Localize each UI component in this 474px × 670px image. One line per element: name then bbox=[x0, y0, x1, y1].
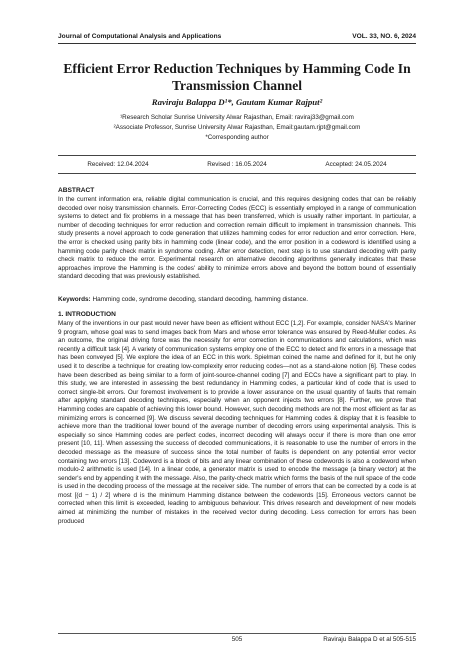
received-date: Received: 12.04.2024 bbox=[87, 161, 149, 168]
intro-heading: 1. INTRODUCTION bbox=[58, 311, 116, 318]
keywords-label: Keywords: bbox=[58, 296, 91, 303]
dates-bar bbox=[58, 155, 416, 174]
abstract-text: In the current information era, reliable digital communication is crucial, and this requires designing codes that can be reliably decoded over noisy transmission channels. Error-Correcting Codes (ECC) is essentially employed in a range of communication systems to detect and fix problems in a message that has been transferred, which is usually rather important. In particular, a number of decoding techniques for error reduction and correction remain difficult to implement in transmission channels. This study presents a novel approach to code generation that utilizes hamming codes for error reduction and error correction. Here, the error is checked using parity bits in hamming code (linear code), and the error position in a codeword is identified using a hamming code parity check matrix in syndrome coding. After error detection, next step is to use standard decoding with parity check matrix to reduce the error. Experimental research on alternative decoding algorithms generally indicates that these approaches improve the Hamming is the codes' ability to minimize errors above and beyond the bottom bound of essentially standard decoding that was previously established. bbox=[58, 196, 416, 281]
abstract-heading: ABSTRACT bbox=[58, 187, 95, 194]
keywords-text: Hamming code, syndrome decoding, standard decoding, hamming distance. bbox=[92, 296, 309, 303]
page-number: 505 bbox=[231, 636, 243, 643]
footer-rule bbox=[58, 633, 416, 634]
issue-info: VOL. 33, NO. 6, 2024 bbox=[352, 33, 416, 40]
running-footer: Raviraju Balappa D et al 505-515 bbox=[323, 636, 416, 643]
keywords bbox=[58, 296, 416, 303]
header-rule bbox=[58, 43, 416, 44]
intro-text: Many of the inventions in our past would never have been as efficient without ECC [1,2]. For example, consider NASA's Mariner 9 program, whose goal was to send images back from Mars and whose error tolerance was ensured by Reed-Muller codes. As an outcome, the original driving force was the necessity for error correction in communications and calculations, which was recently a difficult task [4]. A variety of communication systems employ one of the ECC to detect and fix errors in a message that has been conveyed [5]. We explore the idea of an ECC in this work. Spielman coined the name and defined for it, but he only used it to describe a technique for creating low-complexity error reducing codes—not as a stand-alone notion [6]. These codes have been described as being similar to a form of joint-source-channel coding [7] and ECCs have a significant part to play. In this study, we are interested in assessing the best redundancy in Hamming codes, a particular kind of code that is used to correct single-bit errors. Our foremost involvement is to provide a lower assurance on the usual quantity of faults that remain after applying standard decoding techniques, especially when an opponent injects two errors [8]. Further, we prove that Hamming codes are capable of achieving this lower bound. However, such decoding methods are not the most efficient as far as minimizing errors is concerned [9]. We discuss several decoding techniques for Hamming codes & display that it is feasible to achieve more than the traditional lower bound of the average number of decoding errors using experimental analysis. This is especially so since Hamming codes are perfect codes, incorrect decoding will always occur if there is more than one error present [10, 11]. When assessing the success of decoded communications, it is reasonable to use the number of errors in the decoded message as the measure of success since the total number of faults is dependent on any potential error vector containing two errors [13]. Codeword is a block of bits and any linear combination of these codewords is also a codeword when modulo-2 arithmetic is used [14]. In a linear code, a generator matrix is used to encode the message (a binary vector) at the sender's end by appending it with the message. Also, the parity-check matrix which forms the basis of the null space of the code is used in the decoding process of the message at the receiver side. The number of errors that can be corrected by a code is at most [(d − 1) / 2] where d is the minimum Hamming distance between the codewords [15]. Erroneous vectors cannot be corrected when this limit is exceeded, leading to ambiguous behaviour. This drives research and development of new models aimed at minimizing the number of mistakes in the received vector during decoding. Less correction for errors has been produced bbox=[58, 320, 416, 525]
journal-name: Journal of Computational Analysis and Applications bbox=[58, 33, 222, 40]
affiliation-1: ¹Research Scholar Sunrise University Alwar Rajasthan, Email: raviraj33@gmail.com bbox=[120, 114, 354, 121]
paper-title: Efficient Error Reduction Techniques by Hamming Code In Transmission Channel bbox=[63, 61, 411, 93]
corresponding-author-note: *Corresponding author bbox=[205, 134, 269, 141]
accepted-date: Accepted: 24.05.2024 bbox=[325, 161, 387, 168]
affiliation-2: ²Associate Professor, Sunrise University Alwar Rajasthan, Email:gautam.rjpt@gmail.com bbox=[113, 124, 361, 131]
revised-date: Revised : 16.05.2024 bbox=[207, 161, 267, 168]
author-list: Raviraju Balappa D¹*, Gautam Kumar Rajput² bbox=[151, 97, 323, 107]
